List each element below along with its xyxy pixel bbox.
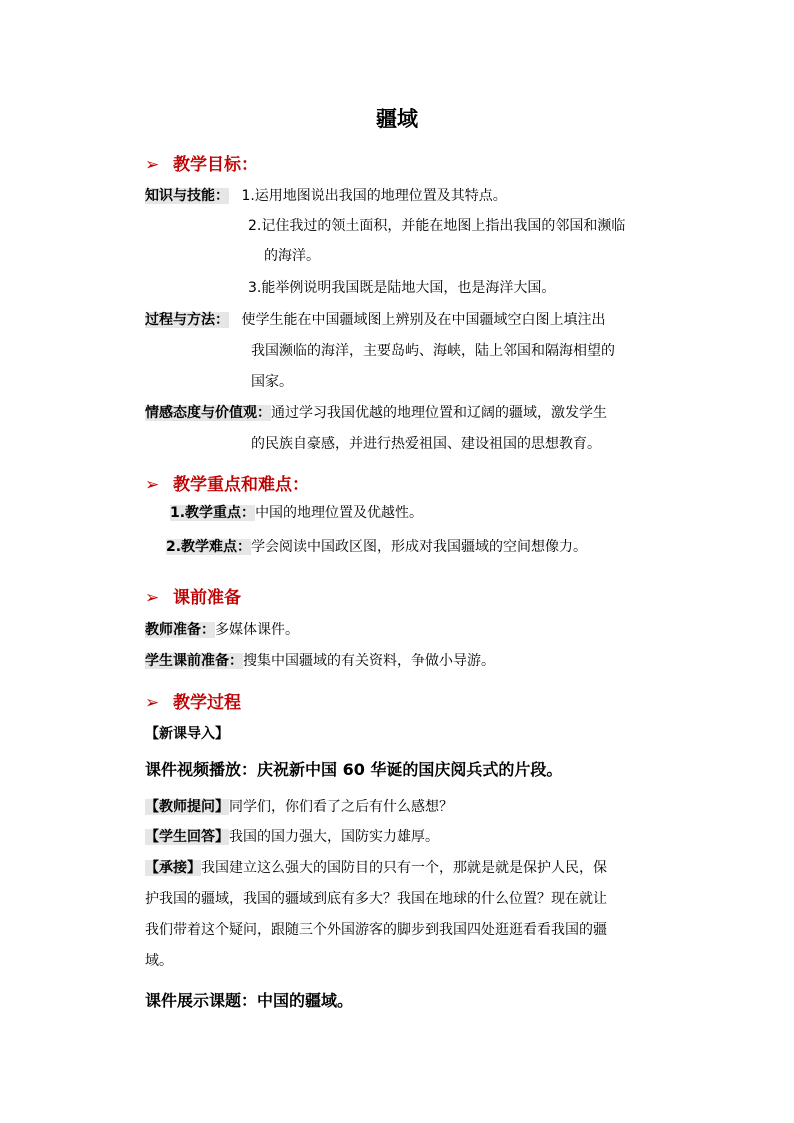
emotion-row	[145, 403, 607, 423]
teacher-question-text: 同学们，你们看了之后有什么感想？	[229, 799, 453, 815]
teacher-prep-text: 多媒体课件。	[215, 622, 299, 638]
process-method-line-1: 使学生能在中国疆域图上辨别及在中国疆域空白图上填注出	[241, 312, 606, 328]
page-title: 疆域	[376, 107, 418, 131]
student-answer-text: 我国的国力强大，国防实力雄厚。	[229, 829, 439, 845]
video-row	[145, 757, 562, 780]
student-prep-label: 学生课前准备：	[145, 653, 243, 669]
connect-line-1: 我国建立这么强大的国防目的只有一个，那就是就是保护人民，保	[201, 860, 607, 876]
teacher-question-label: 【教师提问】	[145, 799, 229, 815]
section-heading-key-points: ➢ 教学重点和难点：	[145, 475, 309, 495]
connect-line-4: 域。	[145, 953, 173, 969]
topic-text: 中国的疆域。	[257, 991, 354, 1010]
connect-row	[145, 858, 607, 878]
teacher-question-row	[145, 797, 453, 817]
process-method-line-2: 我国濒临的海洋，主要岛屿、海峡，陆上邻国和隔海相望的	[251, 343, 615, 359]
section-heading-objectives: ➢ 教学目标：	[145, 155, 258, 175]
video-label: 课件视频播放：	[145, 760, 258, 779]
student-answer-label: 【学生回答】	[145, 829, 229, 845]
topic-row	[145, 988, 353, 1011]
knowledge-item-2-cont: 的海洋。	[264, 248, 320, 264]
arrow-bullet-icon: ➢	[145, 693, 160, 713]
arrow-bullet-icon: ➢	[145, 588, 160, 608]
connect-label: 【承接】	[145, 860, 201, 876]
focus-text: 中国的地理位置及优越性。	[255, 505, 424, 521]
difficulty-label: 2.教学难点：	[166, 539, 252, 555]
student-prep-row	[145, 651, 495, 671]
knowledge-item-3: 3.能举例说明我国既是陆地大国，也是海洋大国。	[248, 280, 556, 296]
focus-row	[170, 503, 423, 523]
teacher-prep-row	[145, 620, 299, 640]
connect-line-3: 我们带着这个疑问，跟随三个外国游客的脚步到我国四处逛逛看看我国的疆	[145, 922, 607, 938]
knowledge-item-2: 2.记住我过的领土面积，并能在地图上指出我国的邻国和濒临	[248, 218, 626, 234]
difficulty-row	[166, 537, 587, 557]
knowledge-row	[145, 186, 507, 206]
teacher-prep-label: 教师准备：	[145, 622, 215, 638]
arrow-bullet-icon: ➢	[145, 475, 160, 495]
process-method-row	[145, 310, 605, 330]
new-lesson-intro: 【新课导入】	[145, 726, 229, 742]
process-method-label: 过程与方法：	[145, 312, 229, 328]
section-heading-preparation: ➢ 课前准备	[145, 588, 241, 608]
focus-label: 1.教学重点：	[170, 505, 256, 521]
emotion-line-2: 的民族自豪感，并进行热爱祖国、建设祖国的思想教育。	[251, 436, 601, 452]
connect-line-2: 护我国的疆域，我国的疆域到底有多大？我国在地球的什么位置？现在就让	[145, 891, 607, 907]
knowledge-item-1: 1.运用地图说出我国的地理位置及其特点。	[241, 188, 507, 204]
process-method-line-3: 国家。	[251, 374, 293, 390]
topic-label: 课件展示课题：	[145, 991, 258, 1010]
emotion-label: 情感态度与价值观：	[145, 405, 271, 421]
section-heading-process: ➢ 教学过程	[145, 693, 241, 713]
arrow-bullet-icon: ➢	[145, 155, 160, 175]
emotion-line-1: 通过学习我国优越的地理位置和辽阔的疆域，激发学生	[271, 405, 607, 421]
video-text: 庆祝新中国 60 华诞的国庆阅兵式的片段。	[257, 760, 563, 779]
difficulty-text: 学会阅读中国政区图，形成对我国疆域的空间想像力。	[251, 539, 588, 555]
student-answer-row	[145, 827, 439, 847]
knowledge-label: 知识与技能：	[145, 188, 229, 204]
student-prep-text: 搜集中国疆域的有关资料，争做小导游。	[243, 653, 495, 669]
